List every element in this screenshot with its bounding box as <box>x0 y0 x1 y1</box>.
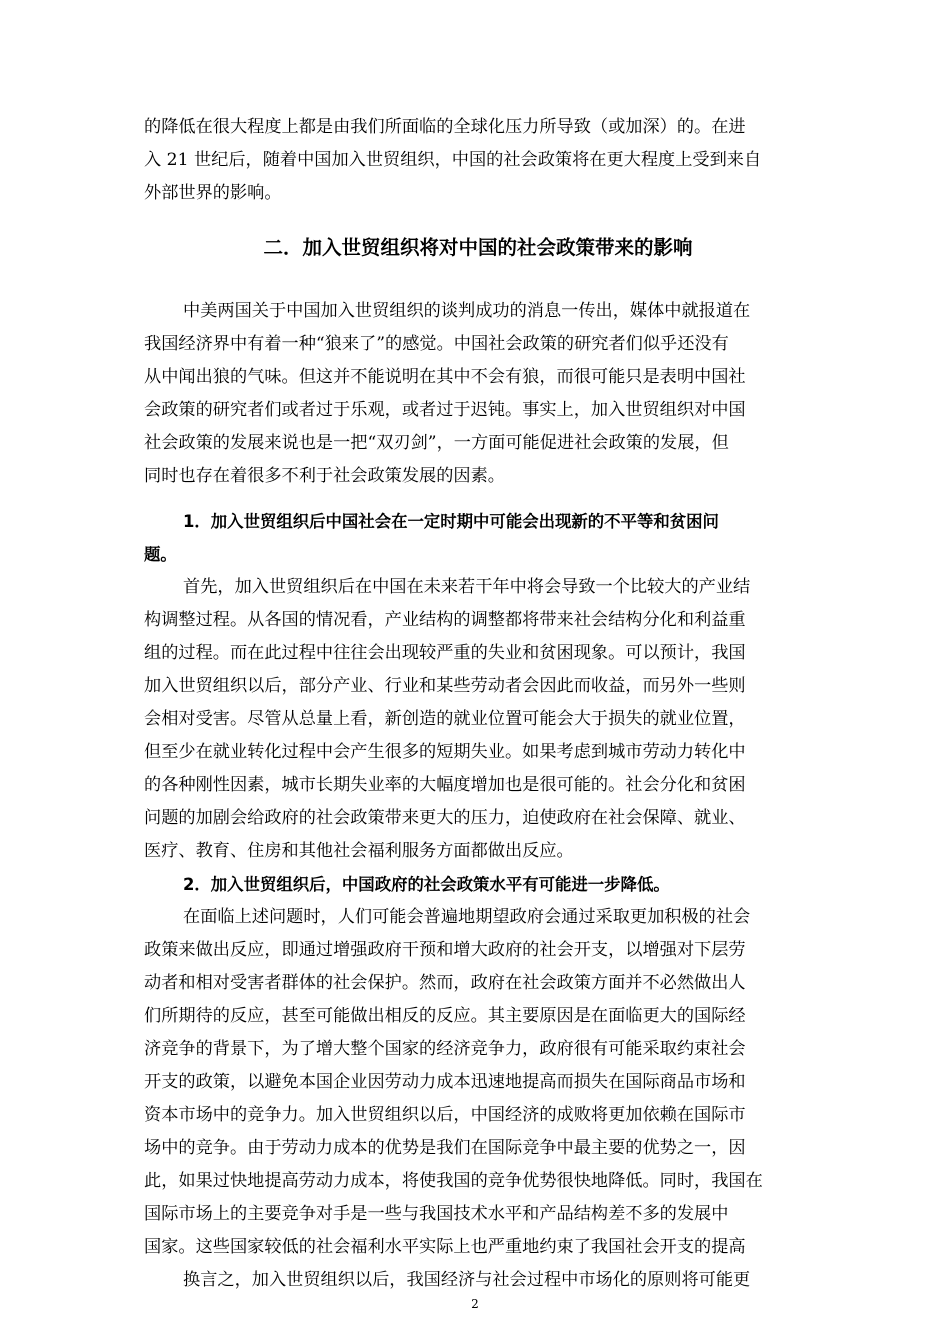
page-number: 2 <box>471 1297 479 1311</box>
paragraph-line: 政策来做出反应，即通过增强政府干预和增大政府的社会开支，以增强对下层劳 <box>144 940 746 960</box>
paragraph-line: 资本市场中的竞争力。加入世贸组织以后，中国经济的成败将更加依赖在国际市 <box>144 1105 746 1125</box>
paragraph-line: 此，如果过快地提高劳动力成本，将使我国的竞争优势很快地降低。同时，我国在 <box>144 1171 763 1191</box>
paragraph-line: 换言之，加入世贸组织以后，我国经济与社会过程中市场化的原则将可能更 <box>183 1270 751 1290</box>
paragraph-line: 开支的政策，以避免本国企业因劳动力成本迅速地提高而损失在国际商品市场和 <box>144 1072 746 1092</box>
paragraph-line: 国家。这些国家较低的社会福利水平实际上也严重地约束了我国社会开支的提高 <box>144 1237 746 1257</box>
subsection-heading-1: 1．加入世贸组织后中国社会在一定时期中可能会出现新的不平等和贫困问 <box>183 512 719 531</box>
paragraph-line: 首先，加入世贸组织后在中国在未来若干年中将会导致一个比较大的产业结 <box>183 577 751 597</box>
paragraph-line: 外部世界的影响。 <box>144 183 282 203</box>
paragraph-line: 济竞争的背景下，为了增大整个国家的经济竞争力，政府很有可能采取约束社会 <box>144 1039 746 1059</box>
subsection-heading-1-continuation: 题。 <box>144 545 177 564</box>
paragraph-line: 们所期待的反应，甚至可能做出相反的反应。其主要原因是在面临更大的国际经 <box>144 1006 746 1026</box>
paragraph-line: 入 21 世纪后，随着中国加入世贸组织，中国的社会政策将在更大程度上受到来自 <box>144 150 762 170</box>
paragraph-line: 场中的竞争。由于劳动力成本的优势是我们在国际竞争中最主要的优势之一，因 <box>144 1138 746 1158</box>
paragraph-line: 会政策的研究者们或者过于乐观，或者过于迟钝。事实上，加入世贸组织对中国 <box>144 400 746 420</box>
paragraph-line: 社会政策的发展来说也是一把“双刃剑”，一方面可能促进社会政策的发展，但 <box>144 433 729 453</box>
paragraph-line: 动者和相对受害者群体的社会保护。然而，政府在社会政策方面并不必然做出人 <box>144 973 746 993</box>
subsection-heading-2: 2．加入世贸组织后，中国政府的社会政策水平有可能进一步降低。 <box>183 875 670 894</box>
paragraph-line: 从中闻出狼的气味。但这并不能说明在其中不会有狼，而很可能只是表明中国社 <box>144 367 746 387</box>
paragraph-line: 构调整过程。从各国的情况看，产业结构的调整都将带来社会结构分化和利益重 <box>144 610 746 630</box>
paragraph-line: 同时也存在着很多不利于社会政策发展的因素。 <box>144 466 505 486</box>
paragraph-line: 但至少在就业转化过程中会产生很多的短期失业。如果考虑到城市劳动力转化中 <box>144 742 746 762</box>
paragraph-line: 我国经济界中有着一种“狼来了”的感觉。中国社会政策的研究者们似乎还没有 <box>144 334 729 354</box>
paragraph-line: 医疗、教育、住房和其他社会福利服务方面都做出反应。 <box>144 841 574 861</box>
paragraph-line: 的各种刚性因素，城市长期失业率的大幅度增加也是很可能的。社会分化和贫困 <box>144 775 746 795</box>
paragraph-line: 在面临上述问题时，人们可能会普遍地期望政府会通过采取更加积极的社会 <box>183 907 751 927</box>
paragraph-line: 组的过程。而在此过程中往往会出现较严重的失业和贫困现象。可以预计，我国 <box>144 643 746 663</box>
section-heading: 二．加入世贸组织将对中国的社会政策带来的影响 <box>263 236 693 259</box>
paragraph-line: 会相对受害。尽管从总量上看，新创造的就业位置可能会大于损失的就业位置， <box>144 709 746 729</box>
paragraph-line: 中美两国关于中国加入世贸组织的谈判成功的消息一传出，媒体中就报道在 <box>183 301 751 321</box>
paragraph-line: 的降低在很大程度上都是由我们所面临的全球化压力所导致（或加深）的。在进 <box>144 117 746 137</box>
paragraph-line: 加入世贸组织以后，部分产业、行业和某些劳动者会因此而收益，而另外一些则 <box>144 676 746 696</box>
paragraph-line: 国际市场上的主要竞争对手是一些与我国技术水平和产品结构差不多的发展中 <box>144 1204 729 1224</box>
paragraph-line: 问题的加剧会给政府的社会政策带来更大的压力，迫使政府在社会保障、就业、 <box>144 808 746 828</box>
